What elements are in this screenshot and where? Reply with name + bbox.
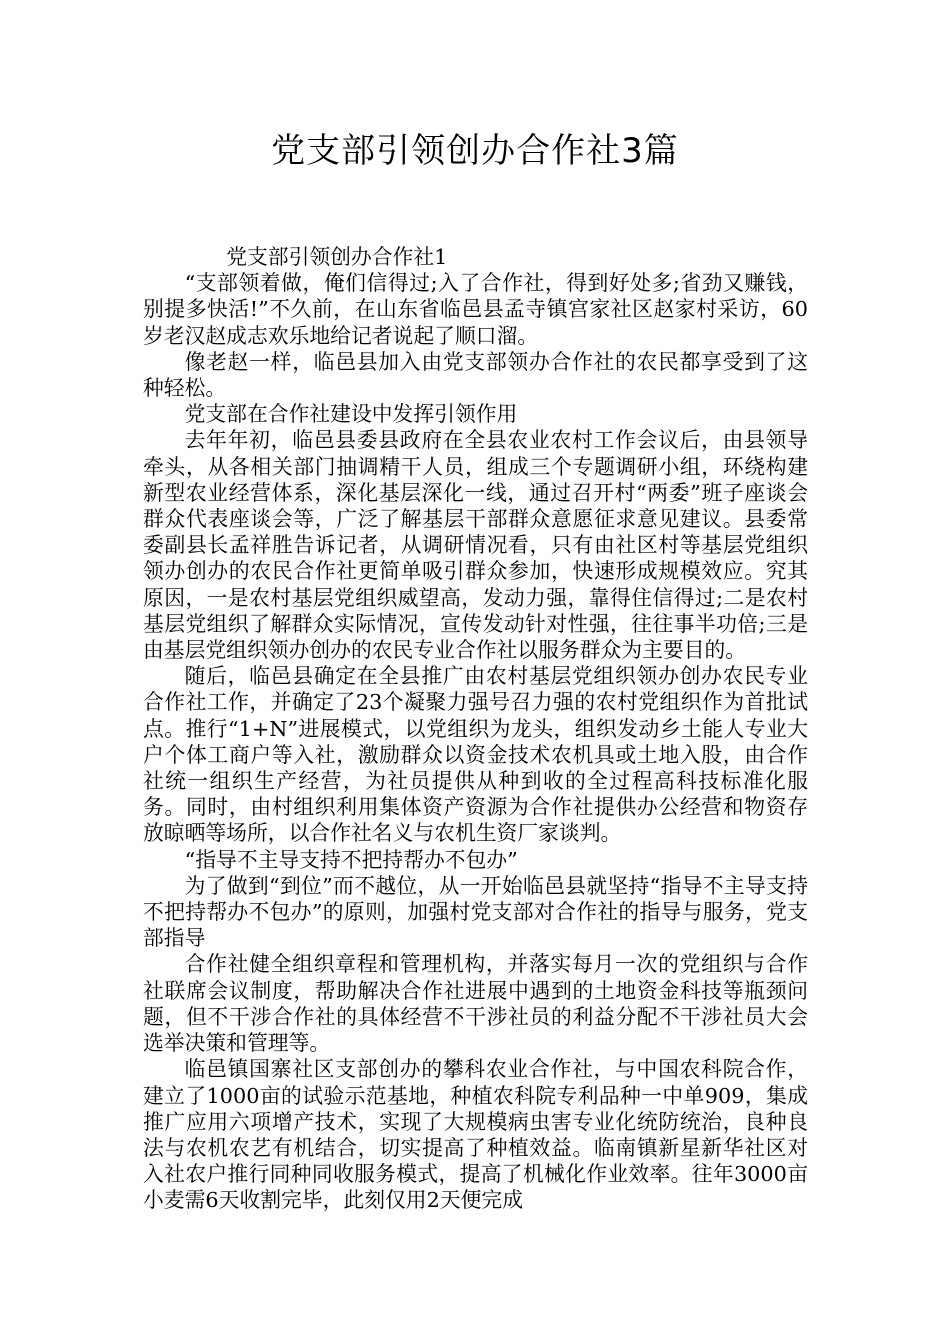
paragraph-heading: 党支部在合作社建设中发挥引领作用: [184, 402, 518, 427]
paragraph: 随后，临邑县确定在全县推广由农村基层党组织领办创办农民专业合作社工作，并确定了23个凝聚力强号召力强的农村党组织作为首批试点。推行“1+N”进展模式，以党组织为龙头，组织发动乡土能人专业大户个体工商户等入社，激励群众以资金技术农机具或土地入股，由合作社统一组织生产经营，为社员提供从种到收的全过程高科技标准化服务。同时，由村组织利用集体资产资源为合作社提供办公经营和物资存放晾晒等场所，以合作社名义与农机生资厂家谈判。: [143, 664, 808, 846]
paragraph: 为了做到“到位”而不越位，从一开始临邑县就坚持“指导不主导支持不把持帮办不包办”的原则，加强村党支部对合作社的指导与服务，党支部指导: [143, 873, 808, 951]
section-heading: 党支部引领创办合作社1: [226, 245, 448, 269]
paragraph: 去年年初，临邑县委县政府在全县农业农村工作会议后，由县领导牵头，从各相关部门抽调精干人员，组成三个专题调研小组，环绕构建新型农业经营体系，深化基层深化一线，通过召开村“两委”班子座谈会群众代表座谈会等，广泛了解基层干部群众意愿征求意见建议。县委常委副县长孟祥胜告诉记者，从调研情况看，只有由社区村等基层党组织领办创办的农民合作社更简单吸引群众参加，快速形成规模效应。究其原因，一是农村基层党组织威望高，发动力强，靠得住信得过;二是农村基层党组织了解群众实际情况，宣传发动针对性强，往往事半功倍;三是由基层党组织领办创办的农民专业合作社以服务群众为主要目的。: [143, 428, 808, 663]
document-title: 党支部引领创办合作社3篇: [271, 131, 679, 171]
paragraph: 临邑镇国寨社区支部创办的攀科农业合作社，与中国农科院合作，建立了1000亩的试验示范基地，种植农科院专利品种一中单909，集成推广应用六项增产技术，实现了大规模病虫害专业化统防统治，良种良法与农机农艺有机结合，切实提高了种植效益。临南镇新星新华社区对入社农户推行同种同收服务模式，提高了机械化作业效率。往年3000亩小麦需6天收割完毕，此刻仅用2天便完成: [143, 1057, 808, 1213]
paragraph: 合作社健全组织章程和管理机构，并落实每月一次的党组织与合作社联席会议制度，帮助解决合作社进展中遇到的土地资金科技等瓶颈问题，但不干涉合作社的具体经营不干涉社员的利益分配不干涉社员大会选举决策和管理等。: [143, 952, 808, 1056]
paragraph: 像老赵一样，临邑县加入由党支部领办合作社的农民都享受到了这种轻松。: [143, 349, 808, 401]
paragraph: “支部领着做，俺们信得过;入了合作社，得到好处多;省劲又赚钱，别提多快活!”不久前，在山东省临邑县孟寺镇宫家社区赵家村采访，60岁老汉赵成志欢乐地给记者说起了顺口溜。: [143, 271, 808, 348]
paragraph-heading: “指导不主导支持不把持帮办不包办”: [184, 847, 518, 872]
document-body: [143, 244, 808, 1214]
